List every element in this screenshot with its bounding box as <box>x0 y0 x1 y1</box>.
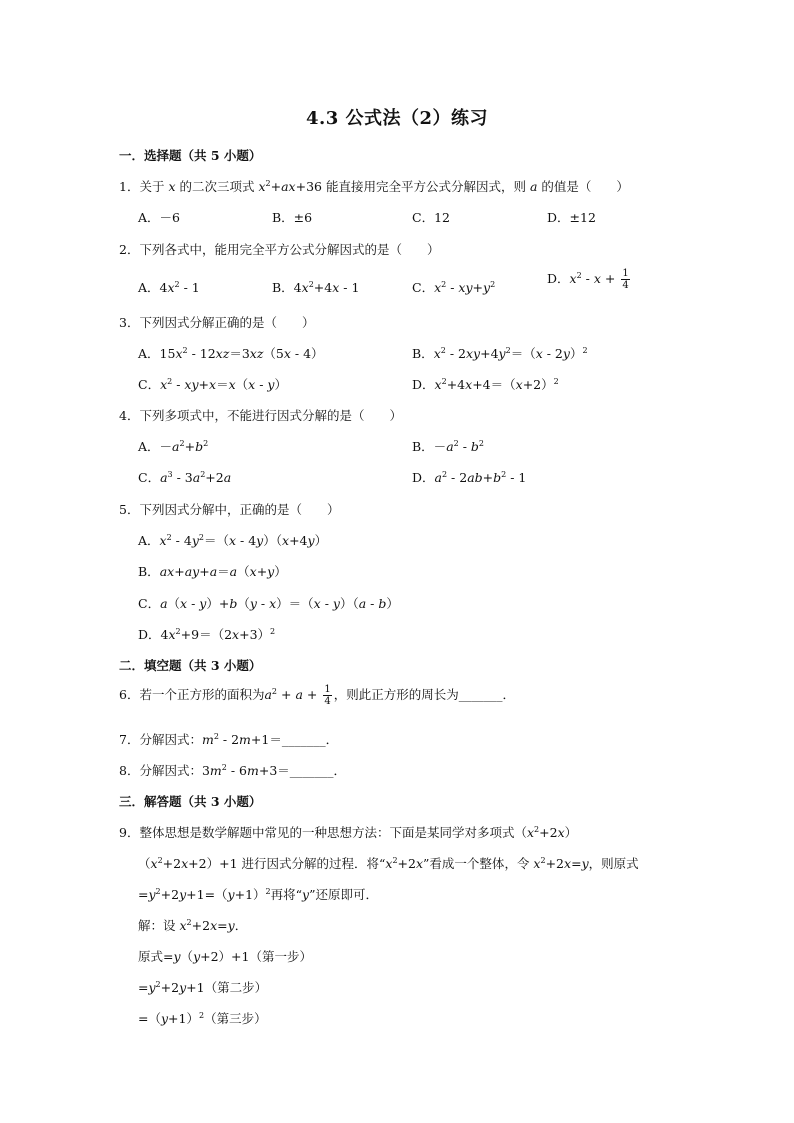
question-1-option-d: D．±12 <box>547 210 596 225</box>
question-2-stem: 2．下列各式中，能用完全平方公式分解因式的是（ ） <box>119 242 440 257</box>
question-3-option-c: C．$x^2 - xy+x=x(x - y)$ <box>138 377 287 392</box>
question-2-option-a: A．$4x^2 - 1$ <box>138 280 200 295</box>
question-3-stem: 3．下列因式分解正确的是（ ） <box>119 315 315 330</box>
question-2-option-b: B．$4x^2+4x - 1$ <box>272 280 360 295</box>
question-3-option-b: B．$x^2 - 2xy+4y^2=(x - 2y)^2$ <box>412 346 588 361</box>
question-1-stem: 1．关于 x 的二次三项式 $x^2+ax+36$ 能直接用完全平方公式分解因式，则 a 的值是（ ） <box>119 179 629 194</box>
question-4-option-b: B．$-a^2 - b^2$ <box>412 439 485 454</box>
question-5-option-c: C．a（x - y）+b（y - x）＝（x - y）（a - b） <box>138 596 399 611</box>
section-fill-in: 二．填空题（共 3 小题） <box>119 658 262 673</box>
question-2-option-d: D．$x^2$ - x + $\frac{1}{4}$ <box>547 268 629 291</box>
question-1-option-c: C．12 <box>412 210 450 225</box>
question-9-line-3: $=y^2+2y+1=(y+1)^2$再将“y”还原即可． <box>138 887 378 902</box>
question-9-line-6: $=y^2+2y+1$（第二步） <box>138 980 268 995</box>
page-title: 4.3 公式法（2）练习 <box>305 108 489 129</box>
question-9-line-2: $(x^2+2x+2)+1$ 进行因式分解的过程．将“$x^2+2x$”看成一个整体，令 $x^2+2x=y$，则原式 <box>138 856 639 871</box>
fraction-one-quarter: $\frac{1}{4}$ <box>622 268 629 291</box>
question-9-line-5: 原式=y（y+2）+1（第一步） <box>138 949 312 964</box>
question-4-option-c: C．$a^3 - 3a^2+2a$ <box>138 470 232 485</box>
question-5-stem: 5．下列因式分解中，正确的是（ ） <box>119 502 340 517</box>
question-9-line-4: 解：设 $x^2+2x=y$． <box>138 918 248 933</box>
question-1-option-b: B．±6 <box>272 210 313 225</box>
question-1-option-a: A．－6 <box>138 210 180 225</box>
question-5-option-a: A．$x^2 - 4y^2=(x - 4y)(x+4y)$ <box>138 533 328 548</box>
question-5-option-b: B．ax+ay+a＝a（x+y） <box>138 564 287 579</box>
question-3-option-d: D．$x^2+4x+4=(x+2)^2$ <box>412 377 559 392</box>
question-9-line-7: $=(y+1)^2$（第三步） <box>138 1011 267 1026</box>
question-4-option-d: D．$a^2 - 2ab+b^2 - 1$ <box>412 470 527 485</box>
question-4-option-a: A．$-a^2+b^2$ <box>138 439 209 454</box>
question-4-stem: 4．下列多项式中，不能进行因式分解的是（ ） <box>119 408 402 423</box>
question-8: 8．分解因式：$3m^2$ - 6m+3＝_______． <box>119 763 347 778</box>
fraction-one-quarter: $\frac{1}{4}$ <box>324 684 331 707</box>
question-2-option-c: C．$x^2 - xy+y^2$ <box>412 280 496 295</box>
section-multiple-choice: 一．选择题（共 5 小题） <box>119 148 262 163</box>
question-6: 6．若一个正方形的面积为$a^2 + a$ + $\frac{1}{4}$ ，则此正方形的周长为_______． <box>119 684 515 707</box>
question-9-line-1: 9．整体思想是数学解题中常见的一种思想方法：下面是某同学对多项式$(x^2+2x)$ <box>119 825 578 840</box>
section-solutions: 三．解答题（共 3 小题） <box>119 794 262 809</box>
question-3-option-a: A．$15x^2 - 12xz=3xz(5x - 4)$ <box>138 346 324 361</box>
question-5-option-d: D．$4x^2+9=(2x+3)^2$ <box>138 627 276 642</box>
question-7: 7．分解因式：$m^2$ - 2m+1＝_______． <box>119 732 339 747</box>
